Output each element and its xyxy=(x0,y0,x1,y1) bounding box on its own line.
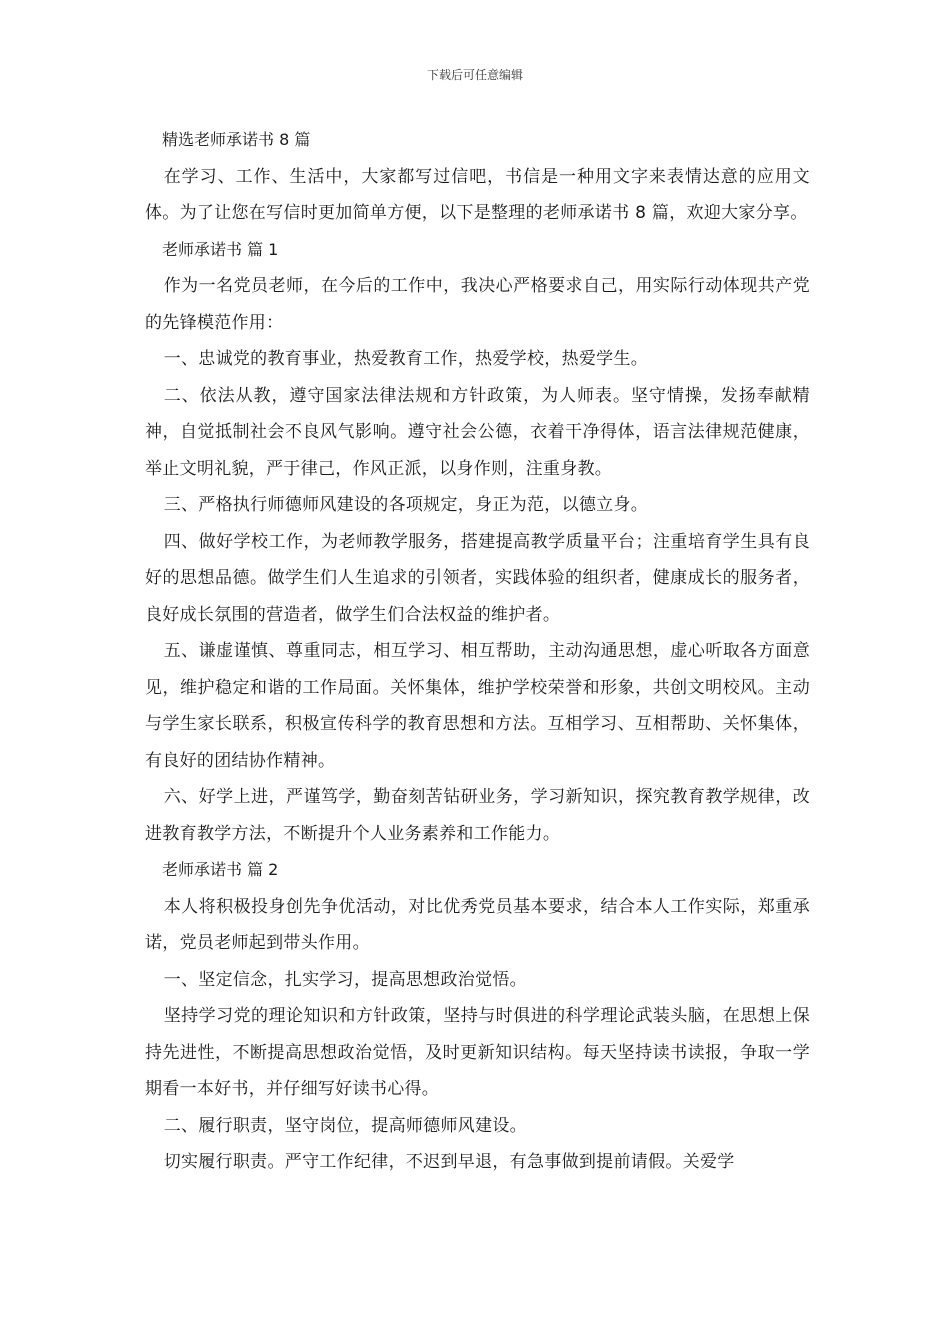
paragraph: 作为一名党员老师，在今后的工作中，我决心严格要求自己，用实际行动体现共产党的先锋模范作用： xyxy=(145,276,810,333)
paragraph: 本人将积极投身创先争优活动，对比优秀党员基本要求，结合本人工作实际，郑重承诺，党员老师起到带头作用。 xyxy=(145,896,810,953)
document-body xyxy=(145,122,810,1181)
paragraph: 一、忠诚党的教育事业，热爱教育工作，热爱学校，热爱学生。 xyxy=(163,349,649,369)
paragraph: 坚持学习党的理论知识和方针政策，坚持与时俱进的科学理论武装头脑，在思想上保持先进性，不断提高思想政治觉悟，及时更新知识结构。每天坚持读书读报，争取一学期看一本好书，并仔细写好读书心得。 xyxy=(145,1006,810,1099)
section-2-heading: 老师承诺书 篇 2 xyxy=(162,860,279,879)
paragraph: 切实履行职责。严守工作纪律，不迟到早退，有急事做到提前请假。关爱学 xyxy=(163,1152,735,1172)
section-1-heading: 老师承诺书 篇 1 xyxy=(162,239,279,259)
page-header: 下载后可任意编辑 xyxy=(426,68,523,82)
intro-paragraph: 在学习、工作、生活中，大家都写过信吧，书信是一种用文字来表情达意的应用文体。为了让您在写信时更加简单方便，以下是整理的老师承诺书 8 篇，欢迎大家分享。 xyxy=(145,166,810,223)
paragraph: 六、好学上进，严谨笃学，勤奋刻苦钻研业务，学习新知识，探究教育教学规律，改进教育教学方法，不断提升个人业务素养和工作能力。 xyxy=(145,787,810,844)
paragraph: 一、坚定信念，扎实学习，提高思想政治觉悟。 xyxy=(163,969,527,990)
paragraph: 三、严格执行师德师风建设的各项规定，身正为范，以德立身。 xyxy=(163,495,649,515)
paragraph: 四、做好学校工作，为老师教学服务，搭建提高教学质量平台；注重培育学生具有良好的思想品德。做学生们人生追求的引领者，实践体验的组织者，健康成长的服务者，良好成长氛围的营造者，做学生们合法权益的维护者。 xyxy=(145,531,810,625)
paragraph: 二、履行职责，坚守岗位，提高师德师风建设。 xyxy=(163,1115,527,1136)
paragraph: 二、依法从教，遵守国家法律法规和方针政策，为人师表。坚守情操，发扬奉献精神，自觉抵制社会不良风气影响。遵守社会公德，衣着干净得体，语言法律规范健康，举止文明礼貌，严于律己，作风正派，以身作则，注重身教。 xyxy=(145,385,810,479)
document-title: 精选老师承诺书 8 篇 xyxy=(162,130,311,149)
paragraph: 五、谦虚谨慎、尊重同志，相互学习、相互帮助，主动沟通思想，虚心听取各方面意见，维护稳定和谐的工作局面。关怀集体，维护学校荣誉和形象，共创文明校风。主动与学生家长联系，积极宣传科学的教育思想和方法。互相学习、互相帮助、关怀集体，有良好的团结协作精神。 xyxy=(145,641,810,771)
